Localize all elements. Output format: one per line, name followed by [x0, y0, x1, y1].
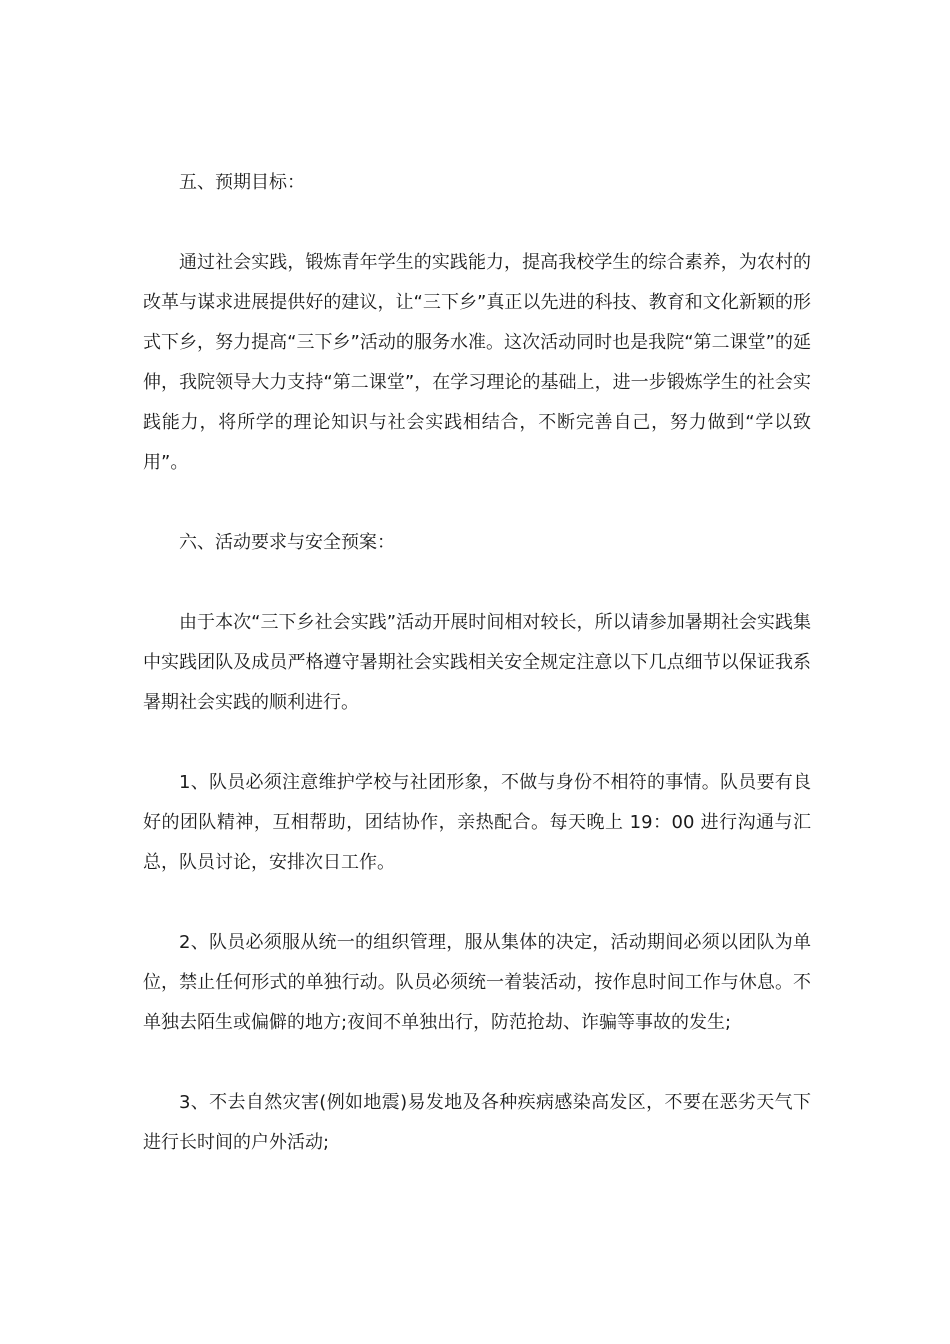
paragraph-rule-2: 2、队员必须服从统一的组织管理，服从集体的决定，活动期间必须以团队为单位，禁止任何形式的单独行动。队员必须统一着装活动，按作息时间工作与休息。不单独去陌生或偏僻的地方;夜间不单独出行，防范抢劫、诈骗等事故的发生; [143, 932, 811, 1033]
paragraph-rule-1: 1、队员必须注意维护学校与社团形象，不做与身份不相符的事情。队员要有良好的团队精神，互相帮助，团结协作，亲热配合。每天晚上 19：00 进行沟通与汇总，队员讨论，安排次日工作。 [143, 772, 811, 873]
paragraph-rule-3: 3、不去自然灾害(例如地震)易发地及各种疾病感染高发区，不要在恶劣天气下进行长时间的户外活动; [143, 1092, 811, 1153]
section-heading-requirements: 六、活动要求与安全预案： [179, 532, 395, 553]
document-body [143, 163, 811, 1203]
section-heading-goals: 五、预期目标： [179, 172, 305, 193]
paragraph-intro: 由于本次“三下乡社会实践”活动开展时间相对较长，所以请参加暑期社会实践集中实践团队及成员严格遵守暑期社会实践相关安全规定注意以下几点细节以保证我系暑期社会实践的顺利进行。 [143, 612, 811, 713]
paragraph-goals: 通过社会实践，锻炼青年学生的实践能力，提高我校学生的综合素养，为农村的改革与谋求进展提供好的建议，让“三下乡”真正以先进的科技、教育和文化新颖的形式下乡，努力提高“三下乡”活动的服务水准。这次活动同时也是我院“第二课堂”的延伸，我院领导大力支持“第二课堂”，在学习理论的基础上，进一步锻炼学生的社会实践能力，将所学的理论知识与社会实践相结合，不断完善自己，努力做到“学以致用”。 [143, 252, 811, 473]
